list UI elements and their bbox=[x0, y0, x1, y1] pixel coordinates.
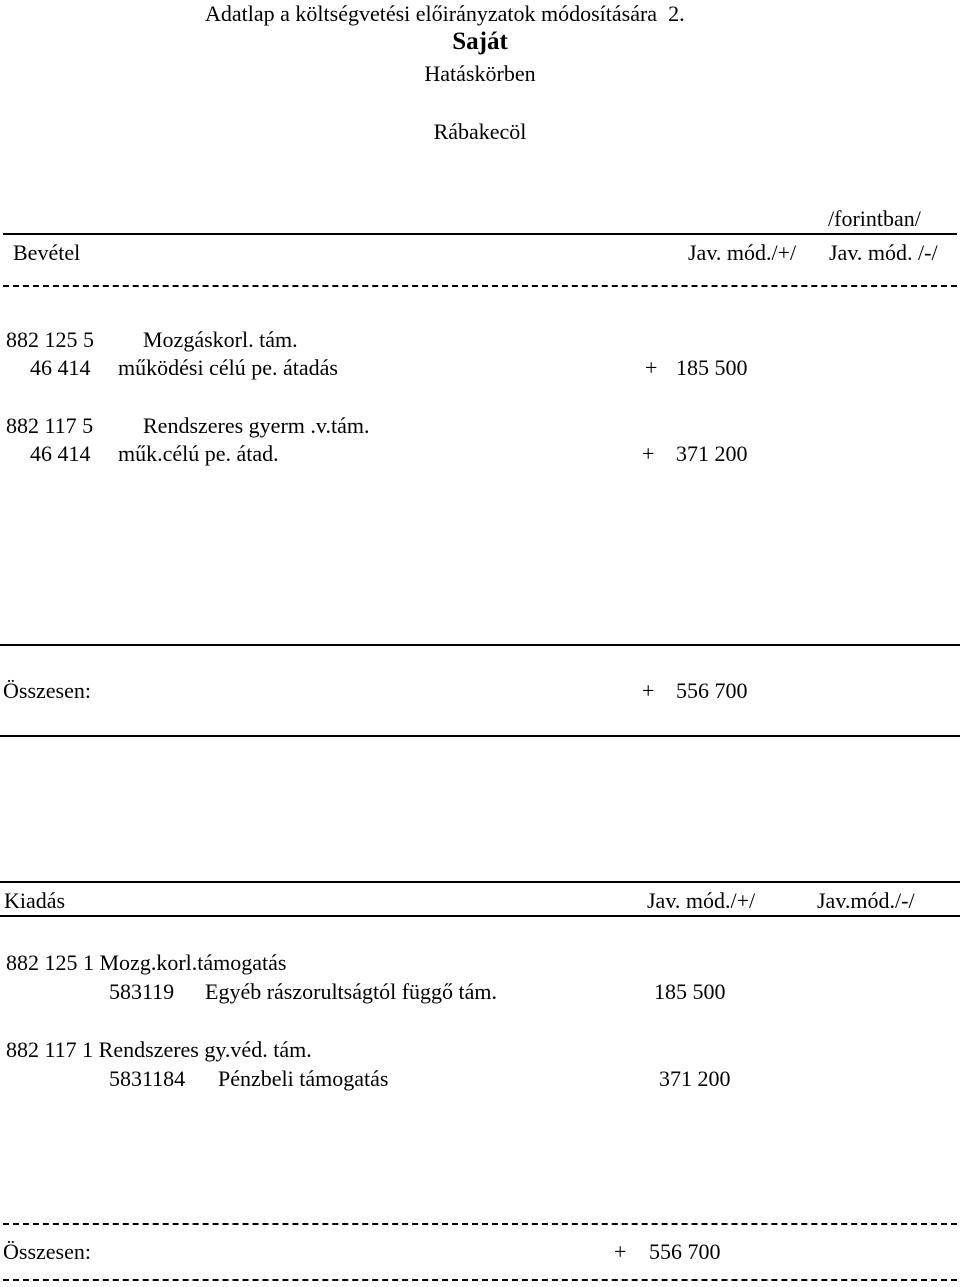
document-title: Adatlap a költségvetési előirányzatok módosítására 2. bbox=[205, 1, 685, 26]
expense-item-subname: Egyéb rászorultságtól függő tám. bbox=[205, 979, 498, 1004]
revenue-dashed-divider bbox=[3, 285, 957, 287]
revenue-item-amount: 371 200 bbox=[676, 441, 748, 466]
revenue-item-subcode: 46 414 bbox=[30, 355, 91, 380]
revenue-item-code: 882 117 5 bbox=[6, 413, 94, 438]
expense-item-amount: 371 200 bbox=[659, 1066, 731, 1091]
revenue-total-amount: 556 700 bbox=[676, 678, 748, 703]
revenue-col-minus: Jav. mód. /-/ bbox=[829, 240, 938, 265]
unit-label: /forintban/ bbox=[828, 206, 921, 231]
expense-col-minus: Jav.mód./-/ bbox=[817, 888, 915, 913]
revenue-total-bottom-rule bbox=[0, 735, 960, 737]
revenue-item-code: 882 125 5 bbox=[6, 327, 94, 352]
expense-header-bottom-rule bbox=[0, 915, 960, 917]
revenue-total-label: Összesen: bbox=[3, 678, 91, 703]
revenue-total-top-rule bbox=[0, 644, 960, 646]
revenue-top-rule bbox=[3, 233, 957, 235]
expense-item-subcode: 583119 bbox=[109, 979, 175, 1004]
expense-item-title: 882 125 1 Mozg.korl.támogatás bbox=[6, 950, 287, 975]
expense-total-top-divider bbox=[3, 1223, 957, 1225]
expense-item-title: 882 117 1 Rendszeres gy.véd. tám. bbox=[6, 1037, 312, 1062]
expense-heading: Kiadás bbox=[4, 888, 66, 913]
entity-name: Rábakecöl bbox=[433, 119, 527, 144]
revenue-heading: Bevétel bbox=[13, 240, 81, 265]
expense-total-sign: + bbox=[614, 1239, 627, 1264]
expense-item-amount: 185 500 bbox=[654, 979, 726, 1004]
revenue-item-amount: 185 500 bbox=[676, 355, 748, 380]
scope-label: Hatáskörben bbox=[424, 61, 536, 86]
revenue-item-name: Rendszeres gyerm .v.tám. bbox=[143, 413, 370, 438]
expense-top-rule bbox=[0, 881, 960, 883]
expense-total-amount: 556 700 bbox=[649, 1239, 721, 1264]
revenue-item-subname: működési célú pe. átadás bbox=[118, 355, 338, 380]
revenue-item-subname: műk.célú pe. átad. bbox=[118, 441, 279, 466]
expense-item-subcode: 5831184 bbox=[109, 1066, 186, 1091]
expense-total-bottom-divider bbox=[3, 1279, 957, 1281]
revenue-item-sign: + bbox=[645, 355, 658, 380]
expense-total-label: Összesen: bbox=[3, 1239, 91, 1264]
revenue-item-sign: + bbox=[642, 441, 655, 466]
document-subtitle: Saját bbox=[452, 28, 508, 55]
revenue-col-plus: Jav. mód./+/ bbox=[688, 240, 797, 265]
expense-col-plus: Jav. mód./+/ bbox=[647, 888, 756, 913]
revenue-item-name: Mozgáskorl. tám. bbox=[143, 327, 298, 352]
revenue-total-sign: + bbox=[642, 678, 655, 703]
expense-item-subname: Pénzbeli támogatás bbox=[218, 1066, 389, 1091]
revenue-item-subcode: 46 414 bbox=[30, 441, 91, 466]
